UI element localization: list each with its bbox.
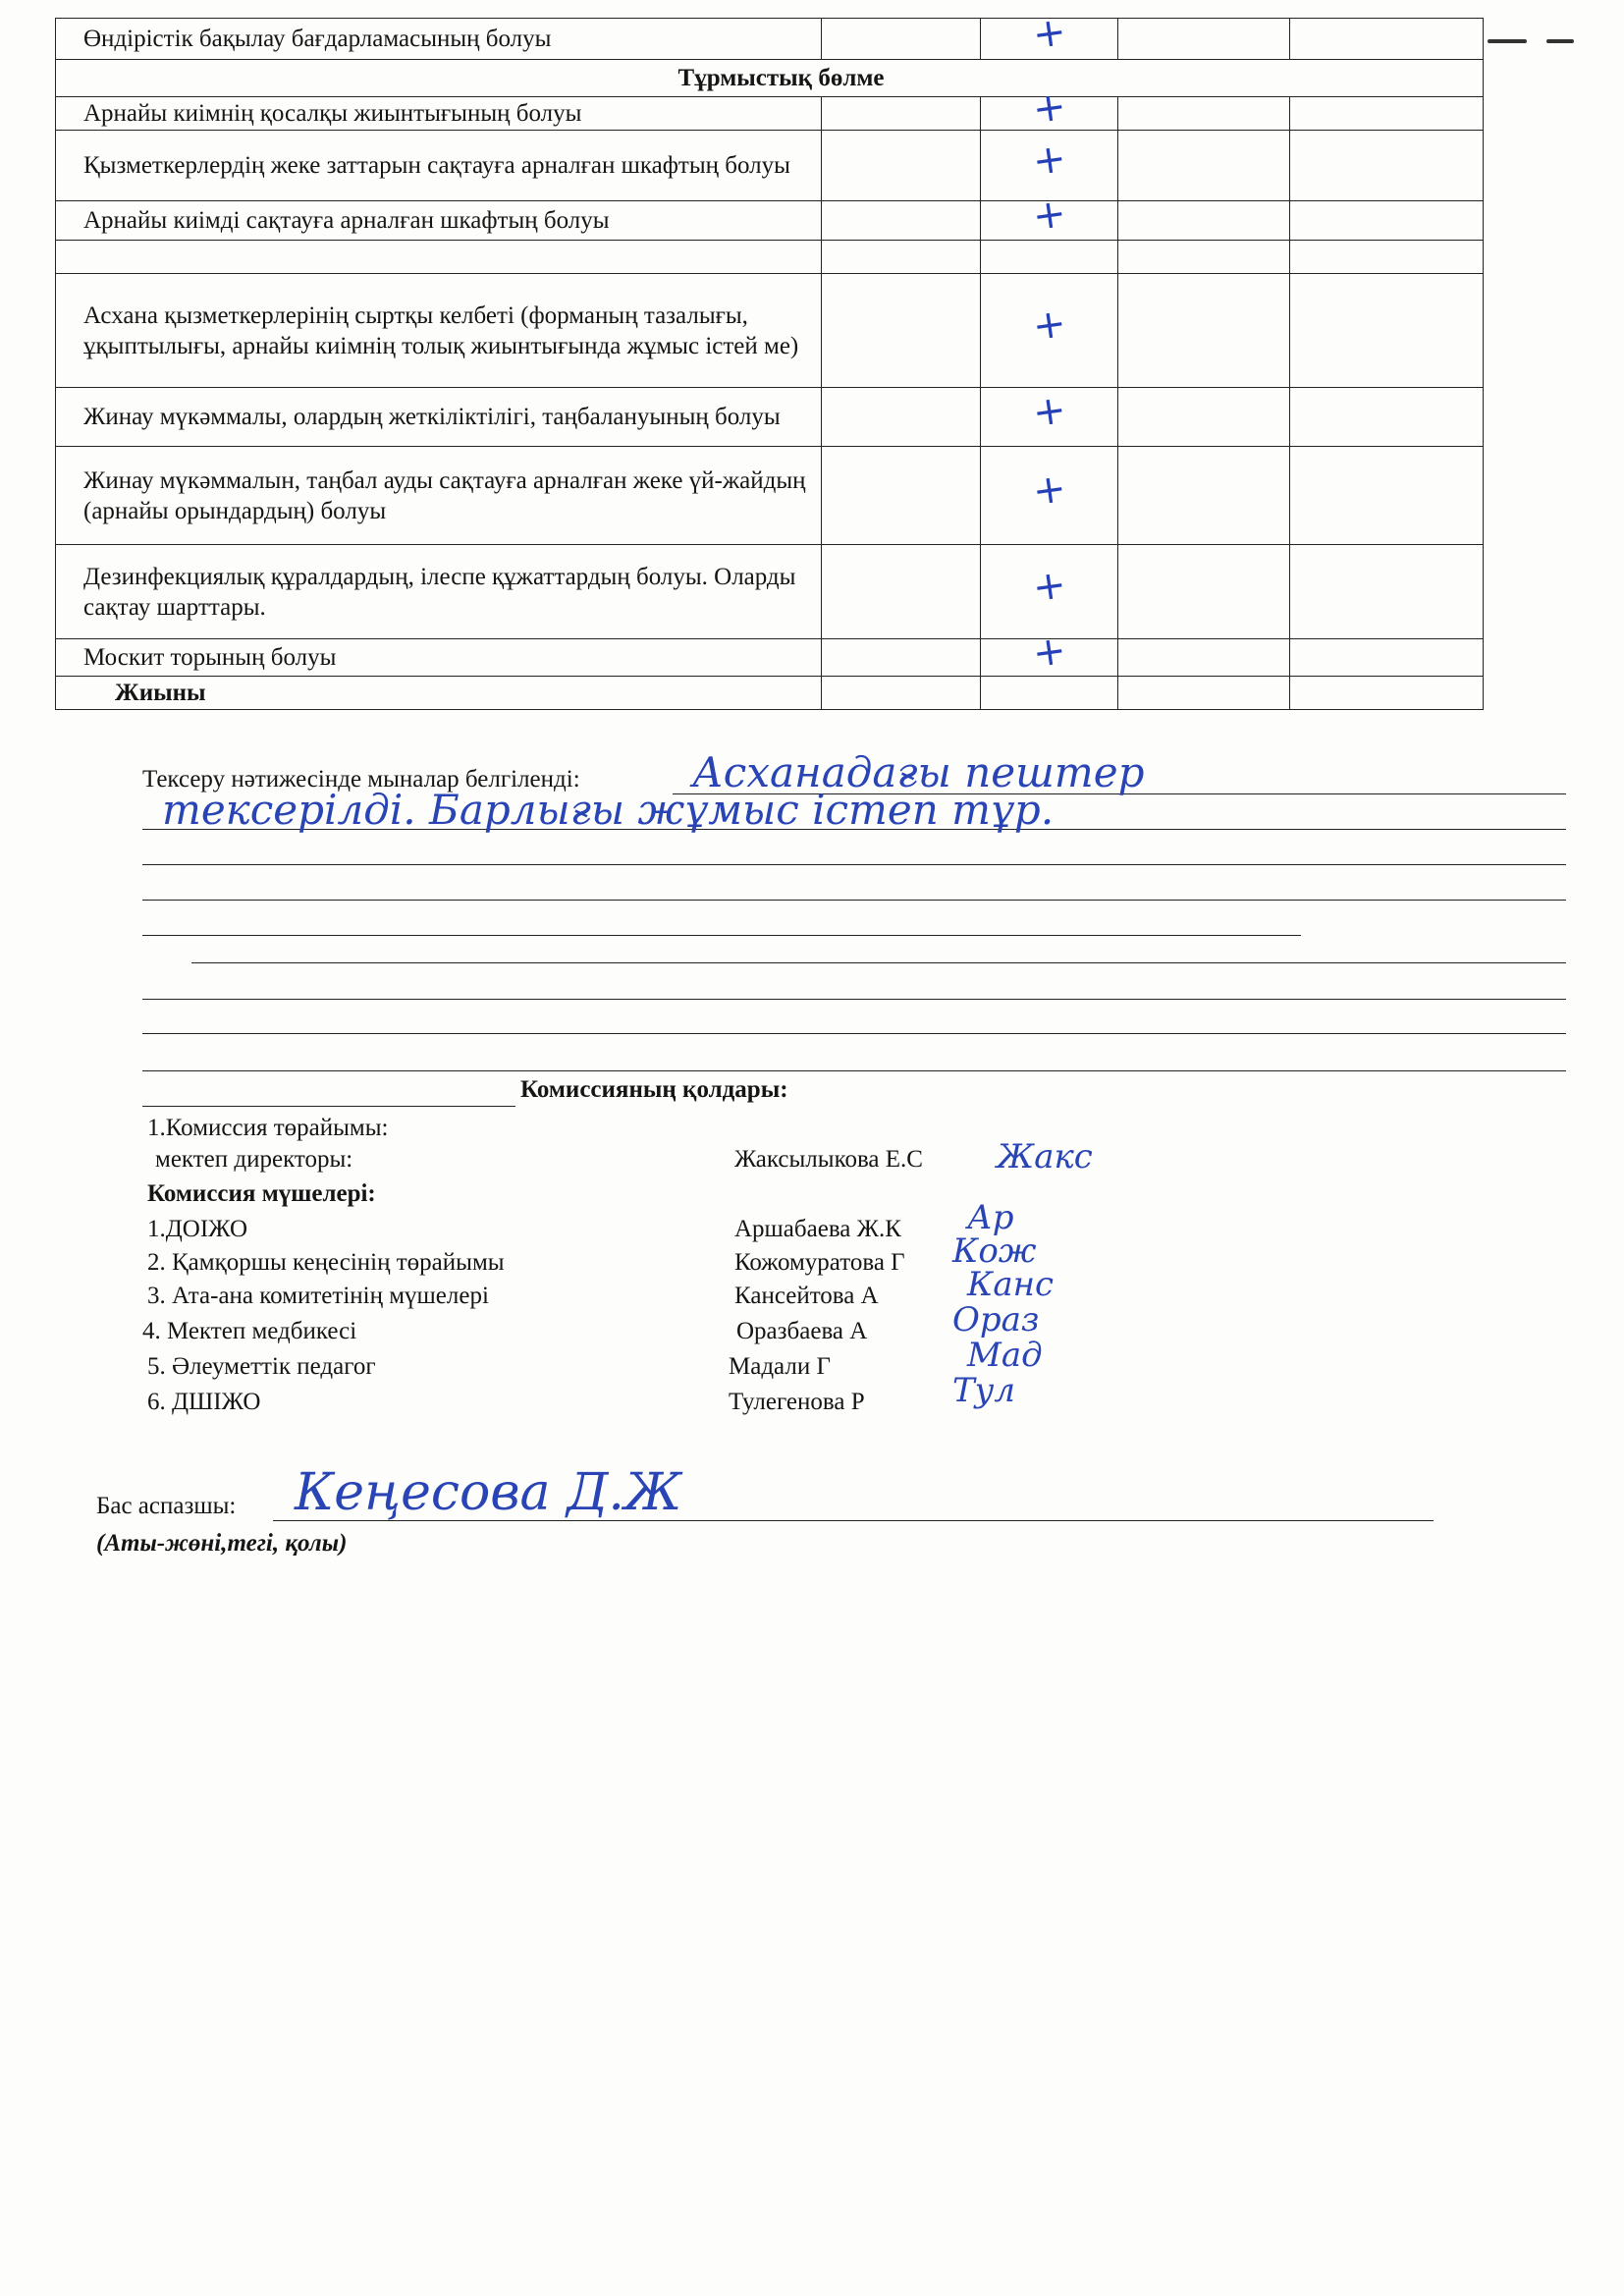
col-empty bbox=[981, 677, 1118, 710]
members-title: Комиссия мүшелері: bbox=[147, 1180, 376, 1207]
table-row bbox=[56, 241, 1484, 274]
findings-line bbox=[142, 1033, 1566, 1034]
table-row bbox=[56, 97, 1484, 131]
member-name: Кожомуратова Г bbox=[734, 1249, 905, 1276]
member-name: Аршабаева Ж.К bbox=[734, 1216, 901, 1242]
member-role: 2. Қамқоршы кеңесінің төрайымы bbox=[147, 1249, 505, 1276]
check-cell bbox=[981, 241, 1118, 274]
col-empty bbox=[1290, 97, 1484, 131]
findings-line bbox=[142, 999, 1566, 1000]
plus-mark: + bbox=[1029, 627, 1069, 678]
col-empty bbox=[822, 545, 981, 639]
member-name: Мадали Г bbox=[729, 1353, 831, 1380]
member-name: Тулегенова Р bbox=[729, 1389, 865, 1415]
findings-line bbox=[142, 864, 1566, 865]
col-empty bbox=[822, 639, 981, 677]
section-heading: Тұрмыстық бөлме bbox=[56, 60, 1484, 97]
table-row bbox=[56, 131, 1484, 201]
table-row bbox=[56, 447, 1484, 545]
row-label: Жинау мүкәммалы, олардың жеткіліктілігі, таңбалануының болуы bbox=[56, 388, 822, 447]
col-empty bbox=[1290, 447, 1484, 545]
table-row bbox=[56, 201, 1484, 241]
row-label: Жинау мүкәммалын, таңбал ауды сақтауға арналған жеке үй-жайдың (арнайы орындардың) болуы bbox=[56, 447, 822, 545]
plus-mark: + bbox=[1029, 82, 1069, 134]
table-row bbox=[56, 274, 1484, 388]
col-empty bbox=[1118, 97, 1290, 131]
check-cell bbox=[981, 190, 1118, 241]
col-empty bbox=[822, 19, 981, 60]
plus-mark: + bbox=[1029, 8, 1069, 59]
row-label: Қызметкерлердің жеке заттарын сақтауға арналған шкафтың болуы bbox=[56, 131, 822, 201]
col-empty bbox=[1290, 131, 1484, 201]
row-label: Москит торының болуы bbox=[56, 639, 822, 677]
col-empty bbox=[1118, 19, 1290, 60]
col-empty bbox=[822, 97, 981, 131]
commission-title-line bbox=[142, 1076, 515, 1107]
row-label: Өндірістік бақылау бағдарламасының болуы bbox=[56, 19, 822, 60]
member-signature: Канс bbox=[967, 1265, 1055, 1304]
check-cell bbox=[981, 545, 1118, 639]
col-empty bbox=[1290, 388, 1484, 447]
col-empty bbox=[1118, 274, 1290, 388]
table-row bbox=[56, 639, 1484, 677]
chief-cook-note: (Аты-жөні,тегі, қолы) bbox=[96, 1530, 348, 1557]
check-cell bbox=[981, 447, 1118, 545]
col-empty bbox=[1118, 447, 1290, 545]
col-empty bbox=[1118, 545, 1290, 639]
check-cell bbox=[981, 627, 1118, 678]
total-label: Жиыны bbox=[56, 677, 822, 710]
chair-label: 1.Комиссия төрайымы: bbox=[147, 1115, 389, 1141]
plus-mark: + bbox=[1029, 386, 1069, 437]
col-empty bbox=[1118, 388, 1290, 447]
plus-mark: + bbox=[1029, 561, 1069, 612]
member-signature: Мад bbox=[967, 1336, 1043, 1375]
checklist-table bbox=[55, 8, 1484, 710]
member-signature: Ораз bbox=[952, 1300, 1040, 1339]
edge-mark bbox=[1546, 39, 1574, 43]
table-row bbox=[56, 60, 1484, 97]
member-role: 6. ДШІЖО bbox=[147, 1389, 261, 1415]
col-empty bbox=[1290, 639, 1484, 677]
check-cell bbox=[981, 131, 1118, 201]
member-signature: Тул bbox=[952, 1371, 1016, 1410]
col-empty bbox=[822, 447, 981, 545]
col-empty bbox=[822, 131, 981, 201]
col-empty bbox=[822, 677, 981, 710]
check-cell bbox=[981, 388, 1118, 447]
edge-mark bbox=[1488, 39, 1527, 43]
plus-mark: + bbox=[1029, 135, 1069, 186]
member-role: 3. Ата-ана комитетінің мүшелері bbox=[147, 1283, 489, 1309]
findings-line bbox=[142, 935, 1301, 936]
col-empty bbox=[1118, 677, 1290, 710]
total-row bbox=[56, 677, 1484, 710]
member-role: 1.ДОІЖО bbox=[147, 1216, 248, 1242]
col-empty bbox=[822, 274, 981, 388]
chief-cook-handwritten-name: Кеңесова Д.Ж bbox=[295, 1463, 682, 1522]
member-signature: Ар bbox=[967, 1198, 1014, 1237]
row-label: Арнайы киімді сақтауға арналған шкафтың болуы bbox=[56, 201, 822, 241]
table-row bbox=[56, 19, 1484, 60]
row-label: Дезинфекциялық құралдардың, ілеспе құжаттардың болуы. Оларды сақтау шарттары. bbox=[56, 545, 822, 639]
findings-line bbox=[142, 1070, 1566, 1071]
table-row bbox=[56, 388, 1484, 447]
col-empty bbox=[1118, 131, 1290, 201]
col-empty bbox=[1290, 19, 1484, 60]
chair-name: Жаксылыкова Е.С bbox=[734, 1146, 923, 1173]
findings-line bbox=[142, 900, 1566, 901]
col-empty bbox=[822, 388, 981, 447]
handwritten-findings-line-2: тексерілді. Барлығы жұмыс істеп тұр. bbox=[162, 786, 1055, 834]
col-empty bbox=[1290, 274, 1484, 388]
col-empty bbox=[1118, 201, 1290, 241]
plus-mark: + bbox=[1029, 465, 1069, 516]
member-role: 5. Әлеуметтік педагог bbox=[147, 1353, 376, 1380]
col-empty bbox=[1290, 241, 1484, 274]
chair-signature: Жакс bbox=[997, 1137, 1093, 1176]
member-name: Кансейтова А bbox=[734, 1283, 879, 1309]
findings-line bbox=[191, 962, 1566, 963]
col-empty bbox=[1118, 639, 1290, 677]
col-empty bbox=[822, 201, 981, 241]
col-empty bbox=[1118, 241, 1290, 274]
check-cell bbox=[981, 274, 1118, 388]
handwritten-findings-line-1: Асханадағы пештер bbox=[692, 748, 1145, 796]
plus-mark: + bbox=[1029, 300, 1069, 351]
col-empty bbox=[1290, 201, 1484, 241]
member-name: Оразбаева А bbox=[736, 1318, 868, 1344]
table-row bbox=[56, 545, 1484, 639]
col-empty bbox=[1290, 677, 1484, 710]
chief-cook-label: Бас аспазшы: bbox=[96, 1493, 237, 1519]
plus-mark: + bbox=[1029, 190, 1069, 241]
check-cell bbox=[981, 8, 1118, 60]
col-empty bbox=[822, 241, 981, 274]
row-label: Арнайы киімнің қосалқы жиынтығының болуы bbox=[56, 97, 822, 131]
row-label: Асхана қызметкерлерінің сыртқы келбеті (форманың тазалығы, ұқыптылығы, арнайы киімнің толық жиынтығында жұмыс істей ме) bbox=[56, 274, 822, 388]
member-role: 4. Мектеп медбикесі bbox=[142, 1318, 357, 1344]
commission-title: Комиссияның қолдары: bbox=[520, 1076, 788, 1103]
row-label bbox=[56, 241, 822, 274]
chair-role: мектеп директоры: bbox=[155, 1146, 353, 1173]
check-cell bbox=[981, 82, 1118, 134]
member-signature: Кож bbox=[952, 1231, 1037, 1271]
col-empty bbox=[1290, 545, 1484, 639]
findings-label: Тексеру нәтижесінде мыналар белгіленді: bbox=[142, 766, 580, 793]
